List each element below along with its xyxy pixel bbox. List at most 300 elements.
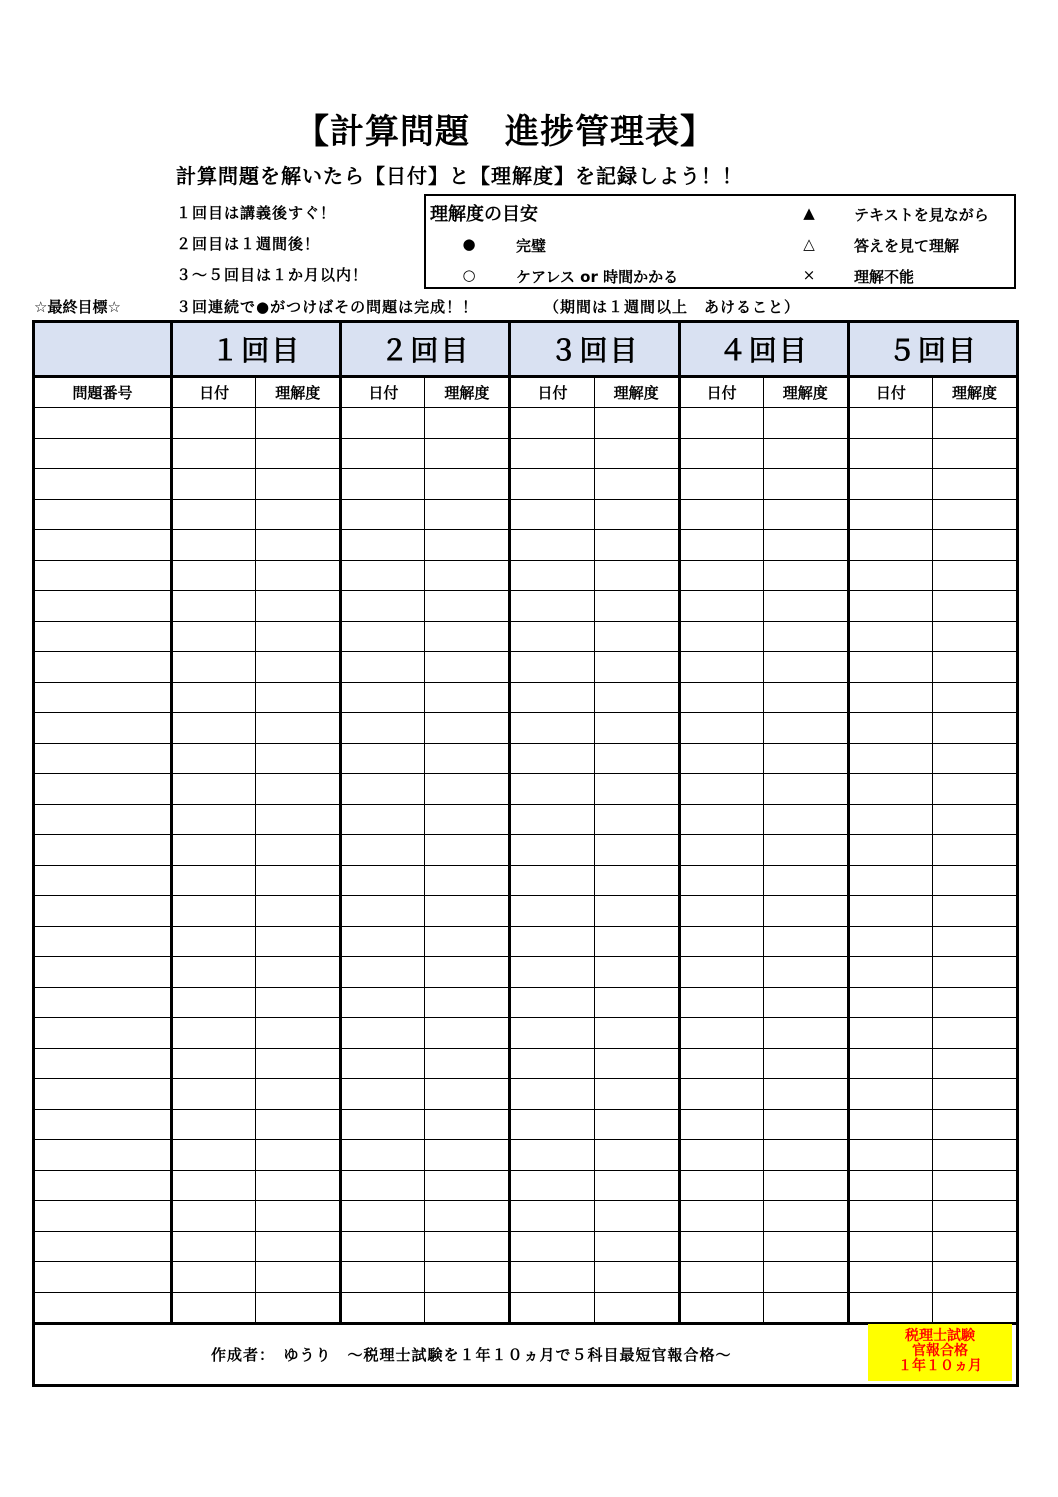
round-3-understanding-cell[interactable] [594, 713, 679, 744]
round-4-understanding-cell[interactable] [763, 438, 848, 469]
round-4-date-cell[interactable] [679, 1018, 763, 1049]
round-2-date-cell[interactable] [341, 560, 425, 591]
round-1-understanding-cell[interactable] [256, 1079, 341, 1110]
problem-number-cell[interactable] [34, 682, 172, 713]
round-2-understanding-cell[interactable] [425, 713, 510, 744]
round-3-understanding-cell[interactable] [594, 896, 679, 927]
round-2-understanding-cell[interactable] [425, 1018, 510, 1049]
round-3-understanding-cell[interactable] [594, 1292, 679, 1324]
round-4-understanding-cell[interactable] [763, 652, 848, 683]
round-4-understanding-cell[interactable] [763, 804, 848, 835]
problem-number-cell[interactable] [34, 499, 172, 530]
round-2-understanding-cell[interactable] [425, 1201, 510, 1232]
round-3-date-cell[interactable] [510, 1109, 594, 1140]
round-3-date-cell[interactable] [510, 682, 594, 713]
round-4-date-cell[interactable] [679, 499, 763, 530]
round-5-understanding-cell[interactable] [932, 896, 1017, 927]
round-1-date-cell[interactable] [172, 1262, 256, 1293]
round-4-date-cell[interactable] [679, 774, 763, 805]
round-2-understanding-cell[interactable] [425, 530, 510, 561]
round-2-date-cell[interactable] [341, 682, 425, 713]
round-3-understanding-cell[interactable] [594, 835, 679, 866]
round-3-understanding-cell[interactable] [594, 591, 679, 622]
round-5-understanding-cell[interactable] [932, 438, 1017, 469]
round-1-understanding-cell[interactable] [256, 743, 341, 774]
problem-number-cell[interactable] [34, 926, 172, 957]
round-3-date-cell[interactable] [510, 408, 594, 439]
round-1-date-cell[interactable] [172, 682, 256, 713]
round-2-understanding-cell[interactable] [425, 408, 510, 439]
round-1-understanding-cell[interactable] [256, 499, 341, 530]
round-1-understanding-cell[interactable] [256, 1262, 341, 1293]
problem-number-cell[interactable] [34, 865, 172, 896]
round-2-understanding-cell[interactable] [425, 1079, 510, 1110]
round-5-understanding-cell[interactable] [932, 1292, 1017, 1324]
round-3-understanding-cell[interactable] [594, 408, 679, 439]
round-2-understanding-cell[interactable] [425, 1292, 510, 1324]
round-2-date-cell[interactable] [341, 1109, 425, 1140]
round-2-date-cell[interactable] [341, 987, 425, 1018]
round-3-date-cell[interactable] [510, 621, 594, 652]
round-5-date-cell[interactable] [848, 1170, 932, 1201]
round-3-date-cell[interactable] [510, 835, 594, 866]
round-4-date-cell[interactable] [679, 1048, 763, 1079]
round-1-understanding-cell[interactable] [256, 1048, 341, 1079]
round-2-date-cell[interactable] [341, 1170, 425, 1201]
round-2-understanding-cell[interactable] [425, 774, 510, 805]
round-2-understanding-cell[interactable] [425, 1109, 510, 1140]
round-5-understanding-cell[interactable] [932, 804, 1017, 835]
round-1-understanding-cell[interactable] [256, 1170, 341, 1201]
round-3-understanding-cell[interactable] [594, 1109, 679, 1140]
problem-number-cell[interactable] [34, 1262, 172, 1293]
round-1-date-cell[interactable] [172, 438, 256, 469]
round-5-understanding-cell[interactable] [932, 499, 1017, 530]
round-1-date-cell[interactable] [172, 1018, 256, 1049]
round-2-understanding-cell[interactable] [425, 1048, 510, 1079]
round-4-understanding-cell[interactable] [763, 560, 848, 591]
round-5-date-cell[interactable] [848, 743, 932, 774]
round-2-date-cell[interactable] [341, 438, 425, 469]
round-5-understanding-cell[interactable] [932, 1079, 1017, 1110]
round-2-date-cell[interactable] [341, 804, 425, 835]
round-5-date-cell[interactable] [848, 1048, 932, 1079]
problem-number-cell[interactable] [34, 1109, 172, 1140]
round-3-understanding-cell[interactable] [594, 804, 679, 835]
round-3-date-cell[interactable] [510, 1292, 594, 1324]
round-2-understanding-cell[interactable] [425, 865, 510, 896]
round-3-date-cell[interactable] [510, 560, 594, 591]
round-1-understanding-cell[interactable] [256, 774, 341, 805]
problem-number-cell[interactable] [34, 774, 172, 805]
round-1-date-cell[interactable] [172, 1231, 256, 1262]
round-3-understanding-cell[interactable] [594, 1201, 679, 1232]
round-5-understanding-cell[interactable] [932, 408, 1017, 439]
round-2-understanding-cell[interactable] [425, 804, 510, 835]
problem-number-cell[interactable] [34, 1048, 172, 1079]
round-3-understanding-cell[interactable] [594, 621, 679, 652]
round-3-date-cell[interactable] [510, 713, 594, 744]
round-1-date-cell[interactable] [172, 896, 256, 927]
round-3-understanding-cell[interactable] [594, 987, 679, 1018]
round-4-date-cell[interactable] [679, 957, 763, 988]
round-3-understanding-cell[interactable] [594, 1079, 679, 1110]
round-1-date-cell[interactable] [172, 1079, 256, 1110]
round-2-understanding-cell[interactable] [425, 621, 510, 652]
round-3-understanding-cell[interactable] [594, 1170, 679, 1201]
round-1-understanding-cell[interactable] [256, 1109, 341, 1140]
round-5-date-cell[interactable] [848, 926, 932, 957]
round-4-understanding-cell[interactable] [763, 682, 848, 713]
round-5-date-cell[interactable] [848, 1201, 932, 1232]
round-4-date-cell[interactable] [679, 530, 763, 561]
round-3-understanding-cell[interactable] [594, 774, 679, 805]
round-1-understanding-cell[interactable] [256, 408, 341, 439]
problem-number-cell[interactable] [34, 591, 172, 622]
round-3-understanding-cell[interactable] [594, 499, 679, 530]
round-5-understanding-cell[interactable] [932, 1140, 1017, 1171]
round-4-understanding-cell[interactable] [763, 1109, 848, 1140]
round-5-date-cell[interactable] [848, 713, 932, 744]
round-3-understanding-cell[interactable] [594, 560, 679, 591]
round-2-date-cell[interactable] [341, 1048, 425, 1079]
round-5-date-cell[interactable] [848, 1262, 932, 1293]
round-3-date-cell[interactable] [510, 774, 594, 805]
round-3-understanding-cell[interactable] [594, 1018, 679, 1049]
round-5-date-cell[interactable] [848, 621, 932, 652]
round-1-date-cell[interactable] [172, 1140, 256, 1171]
round-5-date-cell[interactable] [848, 499, 932, 530]
round-3-date-cell[interactable] [510, 896, 594, 927]
problem-number-cell[interactable] [34, 560, 172, 591]
round-1-understanding-cell[interactable] [256, 1231, 341, 1262]
round-2-understanding-cell[interactable] [425, 1170, 510, 1201]
round-3-understanding-cell[interactable] [594, 438, 679, 469]
round-4-understanding-cell[interactable] [763, 1292, 848, 1324]
round-5-date-cell[interactable] [848, 560, 932, 591]
round-4-date-cell[interactable] [679, 865, 763, 896]
round-4-date-cell[interactable] [679, 1140, 763, 1171]
round-5-understanding-cell[interactable] [932, 713, 1017, 744]
round-2-understanding-cell[interactable] [425, 652, 510, 683]
problem-number-cell[interactable] [34, 896, 172, 927]
round-1-date-cell[interactable] [172, 530, 256, 561]
round-3-date-cell[interactable] [510, 1262, 594, 1293]
round-4-understanding-cell[interactable] [763, 835, 848, 866]
round-4-understanding-cell[interactable] [763, 1079, 848, 1110]
round-4-date-cell[interactable] [679, 591, 763, 622]
round-4-understanding-cell[interactable] [763, 408, 848, 439]
round-4-understanding-cell[interactable] [763, 1170, 848, 1201]
round-1-date-cell[interactable] [172, 652, 256, 683]
round-2-understanding-cell[interactable] [425, 1262, 510, 1293]
round-1-understanding-cell[interactable] [256, 804, 341, 835]
round-4-understanding-cell[interactable] [763, 591, 848, 622]
round-2-understanding-cell[interactable] [425, 438, 510, 469]
round-5-date-cell[interactable] [848, 682, 932, 713]
round-1-date-cell[interactable] [172, 1201, 256, 1232]
round-2-date-cell[interactable] [341, 1140, 425, 1171]
round-5-understanding-cell[interactable] [932, 591, 1017, 622]
round-1-understanding-cell[interactable] [256, 896, 341, 927]
round-2-date-cell[interactable] [341, 499, 425, 530]
round-4-date-cell[interactable] [679, 1231, 763, 1262]
round-5-date-cell[interactable] [848, 865, 932, 896]
round-1-date-cell[interactable] [172, 743, 256, 774]
round-4-date-cell[interactable] [679, 621, 763, 652]
round-3-understanding-cell[interactable] [594, 469, 679, 500]
round-5-understanding-cell[interactable] [932, 743, 1017, 774]
round-4-date-cell[interactable] [679, 469, 763, 500]
round-3-date-cell[interactable] [510, 591, 594, 622]
round-3-date-cell[interactable] [510, 865, 594, 896]
round-5-date-cell[interactable] [848, 1140, 932, 1171]
round-4-understanding-cell[interactable] [763, 896, 848, 927]
round-3-date-cell[interactable] [510, 987, 594, 1018]
round-4-date-cell[interactable] [679, 438, 763, 469]
round-5-date-cell[interactable] [848, 1109, 932, 1140]
round-4-understanding-cell[interactable] [763, 926, 848, 957]
round-5-understanding-cell[interactable] [932, 530, 1017, 561]
round-5-date-cell[interactable] [848, 530, 932, 561]
problem-number-cell[interactable] [34, 530, 172, 561]
round-3-understanding-cell[interactable] [594, 1231, 679, 1262]
round-4-understanding-cell[interactable] [763, 1018, 848, 1049]
round-2-date-cell[interactable] [341, 1079, 425, 1110]
round-4-date-cell[interactable] [679, 804, 763, 835]
round-5-date-cell[interactable] [848, 469, 932, 500]
round-4-date-cell[interactable] [679, 652, 763, 683]
problem-number-cell[interactable] [34, 1201, 172, 1232]
round-5-understanding-cell[interactable] [932, 1262, 1017, 1293]
round-4-understanding-cell[interactable] [763, 1048, 848, 1079]
round-3-date-cell[interactable] [510, 1048, 594, 1079]
round-1-understanding-cell[interactable] [256, 560, 341, 591]
round-5-date-cell[interactable] [848, 957, 932, 988]
round-5-understanding-cell[interactable] [932, 621, 1017, 652]
round-5-date-cell[interactable] [848, 1231, 932, 1262]
round-1-understanding-cell[interactable] [256, 469, 341, 500]
problem-number-cell[interactable] [34, 713, 172, 744]
problem-number-cell[interactable] [34, 987, 172, 1018]
round-1-date-cell[interactable] [172, 987, 256, 1018]
problem-number-cell[interactable] [34, 804, 172, 835]
round-3-date-cell[interactable] [510, 499, 594, 530]
round-1-date-cell[interactable] [172, 957, 256, 988]
round-1-date-cell[interactable] [172, 804, 256, 835]
round-3-understanding-cell[interactable] [594, 682, 679, 713]
problem-number-cell[interactable] [34, 1170, 172, 1201]
round-5-understanding-cell[interactable] [932, 1109, 1017, 1140]
round-1-date-cell[interactable] [172, 621, 256, 652]
round-4-date-cell[interactable] [679, 713, 763, 744]
round-2-understanding-cell[interactable] [425, 957, 510, 988]
round-4-understanding-cell[interactable] [763, 1262, 848, 1293]
round-3-understanding-cell[interactable] [594, 743, 679, 774]
round-2-date-cell[interactable] [341, 957, 425, 988]
round-5-date-cell[interactable] [848, 1018, 932, 1049]
round-2-understanding-cell[interactable] [425, 1140, 510, 1171]
round-1-date-cell[interactable] [172, 1170, 256, 1201]
round-1-date-cell[interactable] [172, 469, 256, 500]
round-3-understanding-cell[interactable] [594, 1048, 679, 1079]
round-4-understanding-cell[interactable] [763, 530, 848, 561]
round-5-date-cell[interactable] [848, 438, 932, 469]
round-3-date-cell[interactable] [510, 438, 594, 469]
round-4-understanding-cell[interactable] [763, 713, 848, 744]
round-4-understanding-cell[interactable] [763, 987, 848, 1018]
round-4-understanding-cell[interactable] [763, 1201, 848, 1232]
round-3-understanding-cell[interactable] [594, 865, 679, 896]
round-2-understanding-cell[interactable] [425, 682, 510, 713]
round-5-understanding-cell[interactable] [932, 957, 1017, 988]
round-1-date-cell[interactable] [172, 926, 256, 957]
round-5-understanding-cell[interactable] [932, 926, 1017, 957]
round-1-understanding-cell[interactable] [256, 682, 341, 713]
problem-number-cell[interactable] [34, 408, 172, 439]
round-4-date-cell[interactable] [679, 1109, 763, 1140]
round-1-date-cell[interactable] [172, 560, 256, 591]
round-3-date-cell[interactable] [510, 743, 594, 774]
problem-number-cell[interactable] [34, 1231, 172, 1262]
round-3-date-cell[interactable] [510, 1018, 594, 1049]
round-2-understanding-cell[interactable] [425, 896, 510, 927]
round-1-understanding-cell[interactable] [256, 987, 341, 1018]
round-2-understanding-cell[interactable] [425, 835, 510, 866]
problem-number-cell[interactable] [34, 1292, 172, 1324]
round-5-understanding-cell[interactable] [932, 652, 1017, 683]
round-2-understanding-cell[interactable] [425, 1231, 510, 1262]
round-3-understanding-cell[interactable] [594, 1140, 679, 1171]
round-1-date-cell[interactable] [172, 499, 256, 530]
round-5-understanding-cell[interactable] [932, 774, 1017, 805]
round-3-understanding-cell[interactable] [594, 957, 679, 988]
round-4-understanding-cell[interactable] [763, 499, 848, 530]
problem-number-cell[interactable] [34, 469, 172, 500]
round-4-understanding-cell[interactable] [763, 743, 848, 774]
problem-number-cell[interactable] [34, 621, 172, 652]
round-1-understanding-cell[interactable] [256, 1018, 341, 1049]
round-2-date-cell[interactable] [341, 1201, 425, 1232]
round-4-date-cell[interactable] [679, 408, 763, 439]
round-4-date-cell[interactable] [679, 682, 763, 713]
round-5-understanding-cell[interactable] [932, 1201, 1017, 1232]
round-4-understanding-cell[interactable] [763, 469, 848, 500]
round-5-date-cell[interactable] [848, 774, 932, 805]
problem-number-cell[interactable] [34, 1018, 172, 1049]
round-5-date-cell[interactable] [848, 804, 932, 835]
round-5-date-cell[interactable] [848, 987, 932, 1018]
round-4-date-cell[interactable] [679, 1201, 763, 1232]
round-5-understanding-cell[interactable] [932, 1170, 1017, 1201]
round-1-understanding-cell[interactable] [256, 957, 341, 988]
round-2-date-cell[interactable] [341, 652, 425, 683]
round-1-understanding-cell[interactable] [256, 1201, 341, 1232]
round-1-understanding-cell[interactable] [256, 591, 341, 622]
round-3-understanding-cell[interactable] [594, 530, 679, 561]
round-2-date-cell[interactable] [341, 713, 425, 744]
round-5-date-cell[interactable] [848, 652, 932, 683]
round-4-date-cell[interactable] [679, 560, 763, 591]
round-5-date-cell[interactable] [848, 1079, 932, 1110]
round-3-date-cell[interactable] [510, 1170, 594, 1201]
round-1-understanding-cell[interactable] [256, 865, 341, 896]
round-4-understanding-cell[interactable] [763, 957, 848, 988]
round-1-date-cell[interactable] [172, 1048, 256, 1079]
round-2-understanding-cell[interactable] [425, 743, 510, 774]
round-5-understanding-cell[interactable] [932, 1231, 1017, 1262]
round-1-understanding-cell[interactable] [256, 652, 341, 683]
round-1-understanding-cell[interactable] [256, 438, 341, 469]
round-2-date-cell[interactable] [341, 469, 425, 500]
round-2-date-cell[interactable] [341, 774, 425, 805]
round-5-date-cell[interactable] [848, 1292, 932, 1324]
round-4-understanding-cell[interactable] [763, 621, 848, 652]
round-2-date-cell[interactable] [341, 1292, 425, 1324]
round-3-understanding-cell[interactable] [594, 926, 679, 957]
round-2-date-cell[interactable] [341, 835, 425, 866]
round-1-date-cell[interactable] [172, 774, 256, 805]
problem-number-cell[interactable] [34, 438, 172, 469]
round-3-date-cell[interactable] [510, 1079, 594, 1110]
round-2-date-cell[interactable] [341, 926, 425, 957]
round-2-understanding-cell[interactable] [425, 469, 510, 500]
round-3-date-cell[interactable] [510, 530, 594, 561]
round-1-date-cell[interactable] [172, 713, 256, 744]
round-5-date-cell[interactable] [848, 408, 932, 439]
round-2-date-cell[interactable] [341, 621, 425, 652]
round-4-date-cell[interactable] [679, 987, 763, 1018]
round-3-understanding-cell[interactable] [594, 652, 679, 683]
round-2-date-cell[interactable] [341, 896, 425, 927]
round-2-date-cell[interactable] [341, 865, 425, 896]
round-5-understanding-cell[interactable] [932, 682, 1017, 713]
round-4-date-cell[interactable] [679, 1079, 763, 1110]
round-1-date-cell[interactable] [172, 865, 256, 896]
round-5-date-cell[interactable] [848, 896, 932, 927]
problem-number-cell[interactable] [34, 743, 172, 774]
round-2-date-cell[interactable] [341, 591, 425, 622]
round-3-date-cell[interactable] [510, 652, 594, 683]
round-3-understanding-cell[interactable] [594, 1262, 679, 1293]
round-2-understanding-cell[interactable] [425, 560, 510, 591]
problem-number-cell[interactable] [34, 1140, 172, 1171]
round-5-date-cell[interactable] [848, 835, 932, 866]
round-1-understanding-cell[interactable] [256, 713, 341, 744]
round-5-understanding-cell[interactable] [932, 469, 1017, 500]
round-1-date-cell[interactable] [172, 1109, 256, 1140]
problem-number-cell[interactable] [34, 835, 172, 866]
round-3-date-cell[interactable] [510, 804, 594, 835]
round-1-understanding-cell[interactable] [256, 530, 341, 561]
round-1-date-cell[interactable] [172, 835, 256, 866]
problem-number-cell[interactable] [34, 1079, 172, 1110]
round-4-understanding-cell[interactable] [763, 1231, 848, 1262]
problem-number-cell[interactable] [34, 957, 172, 988]
round-1-understanding-cell[interactable] [256, 835, 341, 866]
round-1-understanding-cell[interactable] [256, 621, 341, 652]
round-3-date-cell[interactable] [510, 469, 594, 500]
round-5-understanding-cell[interactable] [932, 987, 1017, 1018]
round-4-date-cell[interactable] [679, 926, 763, 957]
round-3-date-cell[interactable] [510, 1140, 594, 1171]
round-2-date-cell[interactable] [341, 408, 425, 439]
round-4-date-cell[interactable] [679, 835, 763, 866]
round-5-understanding-cell[interactable] [932, 1048, 1017, 1079]
round-5-understanding-cell[interactable] [932, 865, 1017, 896]
round-4-date-cell[interactable] [679, 896, 763, 927]
round-2-understanding-cell[interactable] [425, 926, 510, 957]
